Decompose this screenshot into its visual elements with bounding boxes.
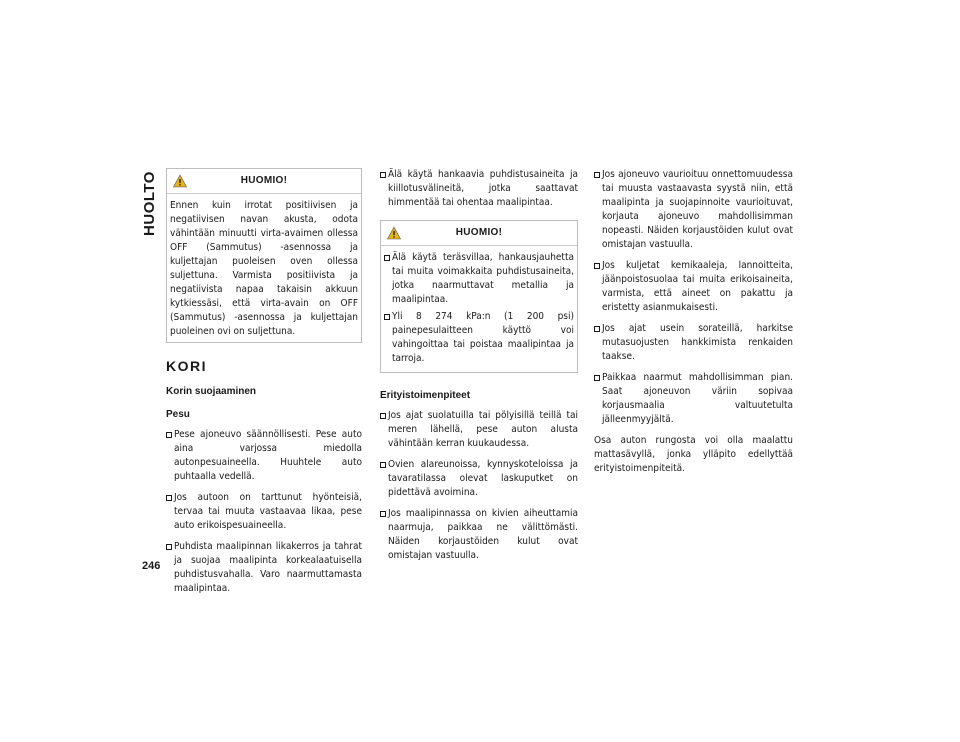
warning-triangle-icon [173, 174, 187, 188]
list-item: Jos ajat suolatuilla tai pölyisillä teillä tai meren lähellä, pese auton alusta vähintään kerran kuukaudessa. [380, 409, 578, 451]
list-item: Älä käytä hankaavia puhdistusaineita ja kiillotusvälineitä, jotka saattavat himmentää tai ohentaa maalipintaa. [380, 168, 578, 210]
section-title-kori: KORI [166, 358, 207, 374]
warning-title: HUOMIO! [455, 227, 503, 238]
pesu-list [166, 428, 362, 596]
list-item: Älä käytä teräsvillaa, hankausjauhetta tai muita voimakkaita puhdistusaineita, jotka naarmuttavat metallia ja maalipintaa. [384, 251, 574, 307]
list-item: Yli 8 274 kPa:n (1 200 psi) painepesulaitteen käyttö voi vahingoittaa tai poistaa maalipintaa ja tarroja. [384, 310, 574, 366]
section-tab-label: HUOLTO [140, 170, 158, 236]
special-care-list [594, 168, 793, 427]
column-1 [166, 168, 362, 603]
abrasive-list [380, 168, 578, 210]
list-item: Paikkaa naarmut mahdollisimman pian. Saat ajoneuvon väriin sopivaa korjausmaalia valtuutetulta jälleenmyyjältä. [594, 371, 793, 427]
column-2 [380, 168, 578, 570]
list-item: Jos maalipinnassa on kivien aiheuttamia naarmuja, paikkaa ne välittömästi. Näiden korjaustöiden kulut ovat omistajan vastuulla. [380, 507, 578, 563]
warning-header [167, 169, 361, 194]
list-item: Jos ajoneuvo vaurioituu onnettomuudessa tai muusta vastaavasta syystä niin, että maalipinta ja suojapinnoite vaurioituvat, korjauta ajoneuvo mahdollisimman nopeasti. Näiden korjaustöiden kulut ovat omistajan vastuulla. [594, 168, 793, 252]
warning-box-battery [166, 168, 362, 343]
warning-triangle-icon [387, 226, 401, 240]
list-item: Puhdista maalipinnan likakerros ja tahrat ja suojaa maalipinta korkealaatuisella puhdistusvahalla. Varo naarmuttamasta maalipintaa. [166, 540, 362, 596]
subheading-erityistoimenpiteet: Erityistoimenpiteet [380, 390, 471, 401]
list-item: Jos autoon on tarttunut hyönteisiä, tervaa tai muuta vastaavaa likaa, pese auto erikoispesuaineella. [166, 491, 362, 533]
warning-box-cleaning [380, 220, 578, 373]
page-number: 246 [142, 560, 161, 572]
subheading-korin-suojaaminen: Korin suojaaminen [166, 386, 257, 397]
warning-text: Ennen kuin irrotat positiivisen ja negatiivisen navan akusta, odota vähintään minuutti virta-avaimen ollessa OFF (Sammutus) -asennossa ja kuljettajan puoleisen oven ollessa suljettuna. Varmista positiivista ja negatiivista napaa takaisin akkuun kytkiessäsi, että virta-avain on OFF (Sammutus) -asennossa ja kuljettajan puoleinen ovi on suljettuna. [170, 200, 358, 337]
list-item: Jos kuljetat kemikaaleja, lannoitteita, jäänpoistosuolaa tai muita erikoisaineita, varmista, että aineet on pakattu ja eristetty asianmukaisesti. [594, 259, 793, 315]
warning-body [381, 246, 577, 372]
section-tab [137, 170, 161, 236]
column-3 [594, 168, 793, 476]
matte-paint-paragraph: Osa auton rungosta voi olla maalattu mattasävyllä, jonka ylläpito edellyttää erityistoimenpiteitä. [594, 435, 793, 474]
list-item: Jos ajat usein sorateillä, harkitse mutasuojusten hankkimista renkaiden taakse. [594, 322, 793, 364]
warning-title: HUOMIO! [240, 175, 288, 186]
warning-header [381, 221, 577, 246]
subheading-pesu: Pesu [166, 409, 190, 420]
list-item: Ovien alareunoissa, kynnyskoteloissa ja tavaratilassa olevat laskuputket on pidettävä avoimina. [380, 458, 578, 500]
warning-list [384, 251, 574, 366]
warning-body [167, 194, 361, 342]
list-item: Pese ajoneuvo säännöllisesti. Pese auto aina varjossa miedolla autonpesuaineella. Huuhtele auto puhtaalla vedellä. [166, 428, 362, 484]
erityistoimenpiteet-list [380, 409, 578, 563]
